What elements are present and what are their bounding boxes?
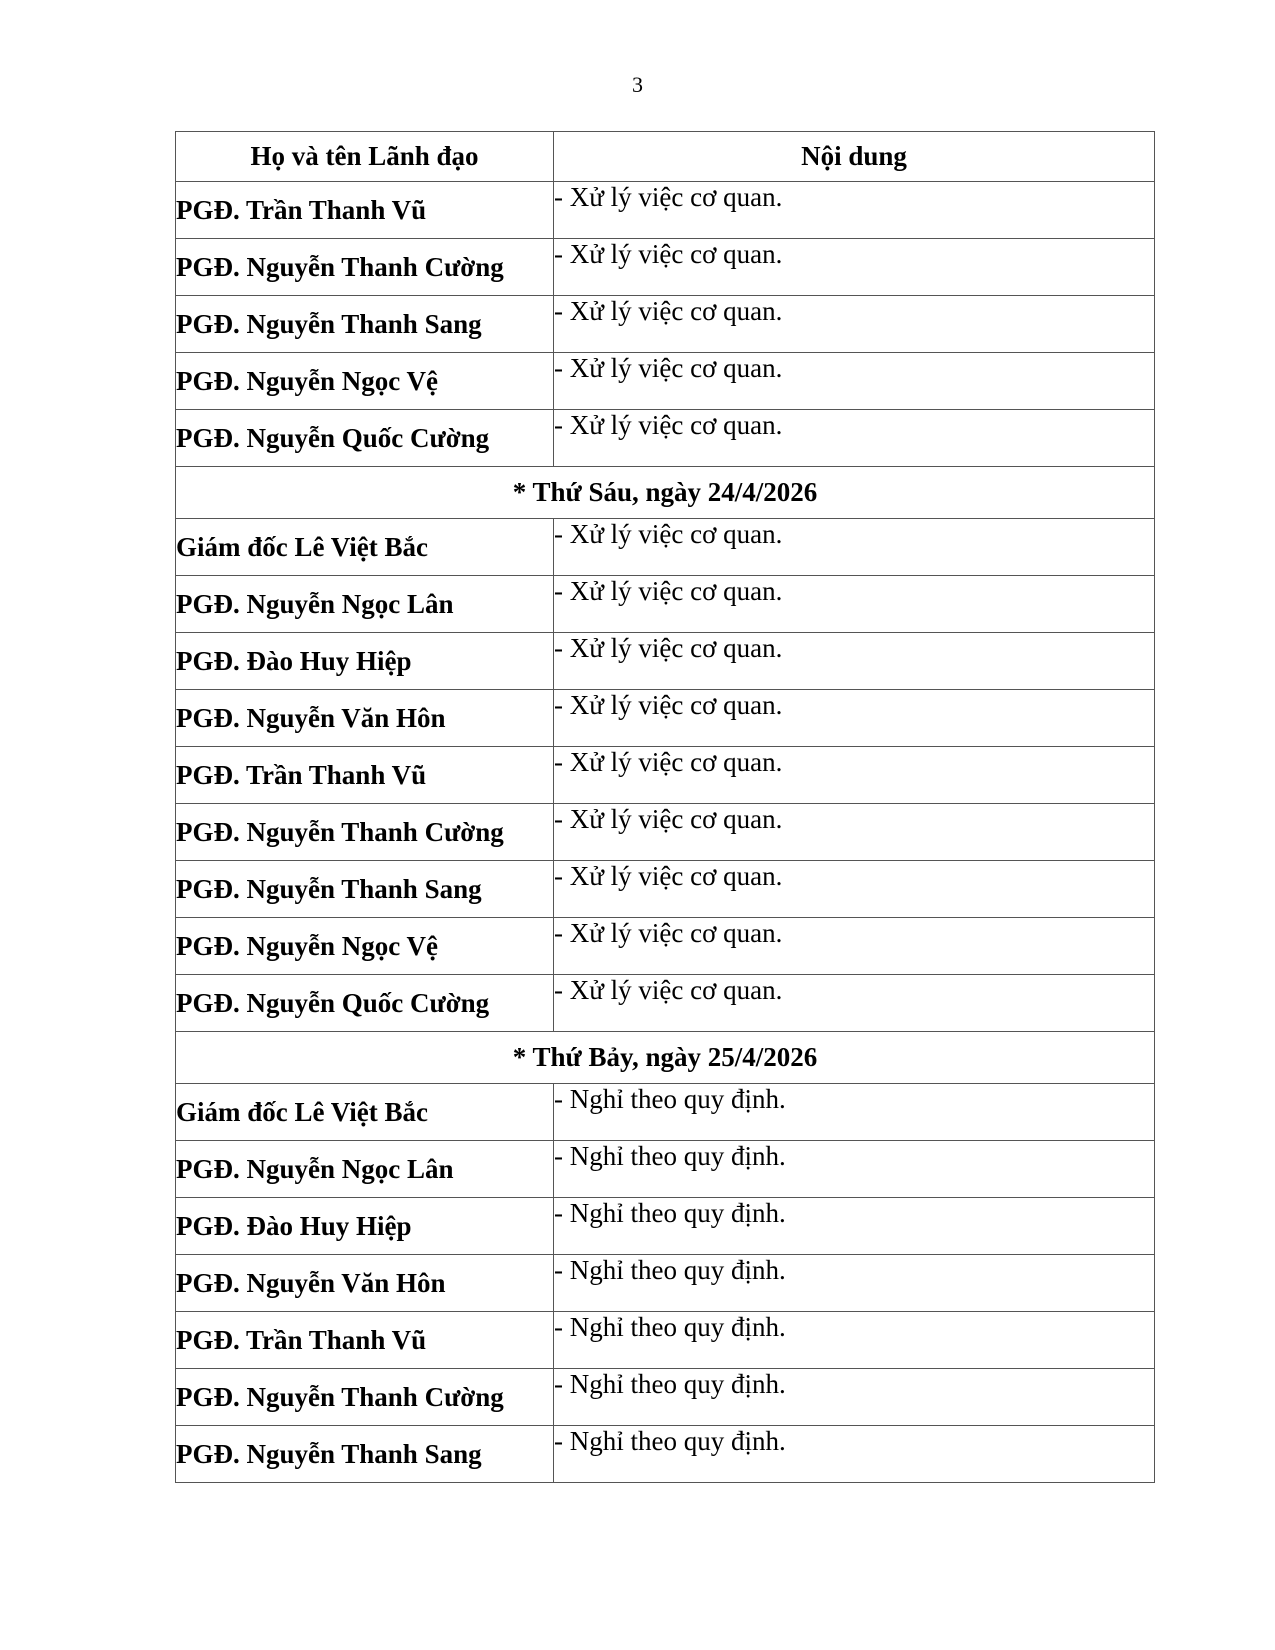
table-row: [176, 239, 1155, 296]
content-cell: - Xử lý việc cơ quan.: [554, 410, 1155, 467]
content-cell: - Nghỉ theo quy định.: [554, 1141, 1155, 1198]
header-leader-name: Họ và tên Lãnh đạo: [176, 132, 554, 182]
table-row: [176, 747, 1155, 804]
content-cell: - Xử lý việc cơ quan.: [554, 861, 1155, 918]
table-body: [176, 182, 1155, 1483]
table-row: [176, 182, 1155, 239]
leader-name-cell: PGĐ. Nguyễn Ngọc Lân: [176, 576, 554, 633]
leader-name-cell: PGĐ. Nguyễn Thanh Sang: [176, 1426, 554, 1483]
leader-name-cell: PGĐ. Trần Thanh Vũ: [176, 747, 554, 804]
content-cell: - Nghỉ theo quy định.: [554, 1426, 1155, 1483]
content-cell: - Nghỉ theo quy định.: [554, 1198, 1155, 1255]
table-row: [176, 975, 1155, 1032]
content-cell: - Xử lý việc cơ quan.: [554, 747, 1155, 804]
table-row: [176, 918, 1155, 975]
leader-name-cell: PGĐ. Đào Huy Hiệp: [176, 633, 554, 690]
table-row: [176, 633, 1155, 690]
leader-name-cell: PGĐ. Nguyễn Thanh Cường: [176, 1369, 554, 1426]
table-row: [176, 1312, 1155, 1369]
table-row: [176, 296, 1155, 353]
table-row: [176, 353, 1155, 410]
table-row: [176, 1084, 1155, 1141]
day-heading: * Thứ Sáu, ngày 24/4/2026: [176, 467, 1155, 519]
day-row: [176, 1032, 1155, 1084]
table-row: [176, 519, 1155, 576]
leader-name-cell: PGĐ. Nguyễn Văn Hôn: [176, 690, 554, 747]
content-cell: - Xử lý việc cơ quan.: [554, 296, 1155, 353]
content-cell: - Nghỉ theo quy định.: [554, 1255, 1155, 1312]
leader-schedule-table: [175, 131, 1155, 1483]
content-cell: - Xử lý việc cơ quan.: [554, 975, 1155, 1032]
table-row: [176, 1255, 1155, 1312]
content-cell: - Xử lý việc cơ quan.: [554, 690, 1155, 747]
content-cell: - Xử lý việc cơ quan.: [554, 804, 1155, 861]
table-row: [176, 576, 1155, 633]
header-row: [176, 132, 1155, 182]
content-cell: - Xử lý việc cơ quan.: [554, 239, 1155, 296]
day-row: [176, 467, 1155, 519]
content-cell: - Xử lý việc cơ quan.: [554, 633, 1155, 690]
table-row: [176, 1426, 1155, 1483]
content-cell: - Xử lý việc cơ quan.: [554, 353, 1155, 410]
leader-name-cell: Giám đốc Lê Việt Bắc: [176, 519, 554, 576]
table-header: [176, 132, 1155, 182]
leader-name-cell: PGĐ. Đào Huy Hiệp: [176, 1198, 554, 1255]
leader-name-cell: PGĐ. Nguyễn Thanh Sang: [176, 861, 554, 918]
leader-name-cell: PGĐ. Nguyễn Ngọc Vệ: [176, 918, 554, 975]
content-cell: - Xử lý việc cơ quan.: [554, 576, 1155, 633]
table-row: [176, 690, 1155, 747]
table-row: [176, 1141, 1155, 1198]
content-cell: - Xử lý việc cơ quan.: [554, 918, 1155, 975]
leader-name-cell: PGĐ. Trần Thanh Vũ: [176, 1312, 554, 1369]
leader-name-cell: PGĐ. Nguyễn Văn Hôn: [176, 1255, 554, 1312]
page-number: 3: [632, 72, 643, 97]
leader-name-cell: Giám đốc Lê Việt Bắc: [176, 1084, 554, 1141]
leader-name-cell: PGĐ. Nguyễn Thanh Sang: [176, 296, 554, 353]
leader-name-cell: PGĐ. Trần Thanh Vũ: [176, 182, 554, 239]
day-heading: * Thứ Bảy, ngày 25/4/2026: [176, 1032, 1155, 1084]
leader-name-cell: PGĐ. Nguyễn Quốc Cường: [176, 975, 554, 1032]
table-row: [176, 804, 1155, 861]
leader-name-cell: PGĐ. Nguyễn Ngọc Lân: [176, 1141, 554, 1198]
content-cell: - Nghỉ theo quy định.: [554, 1084, 1155, 1141]
table-row: [176, 410, 1155, 467]
content-cell: - Xử lý việc cơ quan.: [554, 519, 1155, 576]
content-cell: - Xử lý việc cơ quan.: [554, 182, 1155, 239]
content-cell: - Nghỉ theo quy định.: [554, 1312, 1155, 1369]
table-row: [176, 1369, 1155, 1426]
table-row: [176, 861, 1155, 918]
leader-name-cell: PGĐ. Nguyễn Quốc Cường: [176, 410, 554, 467]
table-row: [176, 1198, 1155, 1255]
leader-name-cell: PGĐ. Nguyễn Thanh Cường: [176, 239, 554, 296]
leader-name-cell: PGĐ. Nguyễn Ngọc Vệ: [176, 353, 554, 410]
header-content: Nội dung: [554, 132, 1155, 182]
content-cell: - Nghỉ theo quy định.: [554, 1369, 1155, 1426]
leader-name-cell: PGĐ. Nguyễn Thanh Cường: [176, 804, 554, 861]
